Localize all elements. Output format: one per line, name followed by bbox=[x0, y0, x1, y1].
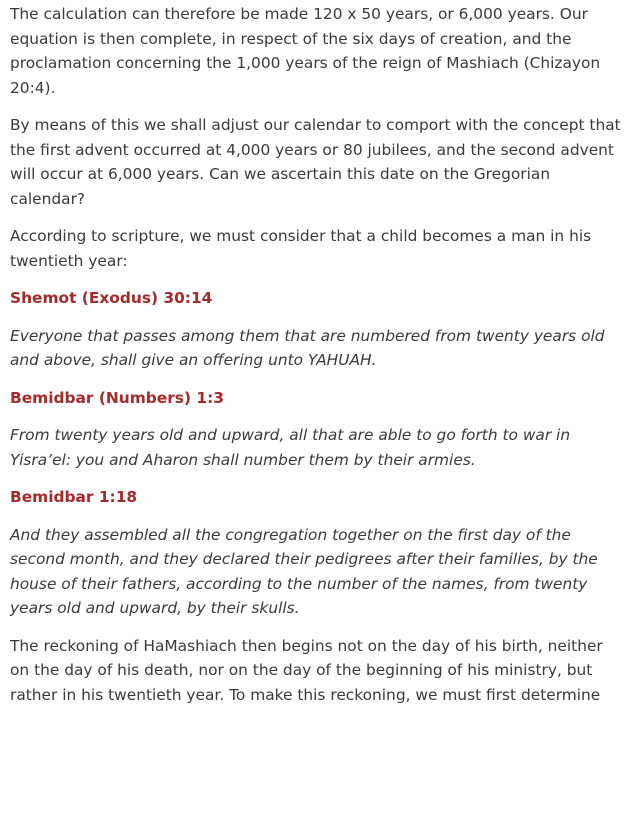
heading-shemot-30-14: Shemot (Exodus) 30:14 bbox=[10, 289, 213, 307]
document-body bbox=[10, 0, 622, 720]
paragraph-calculation: The calculation can therefore be made 120 x 50 years, or 6,000 years. Our equation is then complete, in respect of the six days of creation, and the proclamation concerning the 1,000 years of the reign of Mashiach (Chizayon 20:4). bbox=[10, 5, 601, 97]
heading-bemidbar-1-18: Bemidbar 1:18 bbox=[10, 488, 138, 506]
paragraph-reckoning: The reckoning of HaMashiach then begins not on the day of his birth, neither on the day of his death, nor on the day of the beginning of his ministry, but rather in his twentieth year. To make this reckoning, we must first determine bbox=[10, 636, 603, 704]
paragraph-twentieth-year: According to scripture, we must consider that a child becomes a man in his twentieth year: bbox=[10, 227, 592, 270]
paragraph-calendar-adjustment: By means of this we shall adjust our calendar to comport with the concept that the first advent occurred at 4,000 years or 80 jubilees, and the second advent will occur at 6,000 years. Can we ascertain this date on the Gregorian calendar? bbox=[10, 116, 621, 208]
quote-bemidbar-1-18: And they assembled all the congregation together on the first day of the second month, and they declared their pedigrees after their families, by the house of their fathers, according to the number of the names, from twenty years old and upward, by their skulls. bbox=[10, 525, 598, 617]
heading-bemidbar-1-3: Bemidbar (Numbers) 1:3 bbox=[10, 388, 224, 407]
quote-bemidbar-1-3: From twenty years old and upward, all that are able to go forth to war in Yisra’el: you and Aharon shall number them by their armies. bbox=[10, 426, 571, 469]
quote-shemot-30-14: Everyone that passes among them that are numbered from twenty years old and above, shall give an offering unto YAHUAH. bbox=[10, 326, 605, 369]
